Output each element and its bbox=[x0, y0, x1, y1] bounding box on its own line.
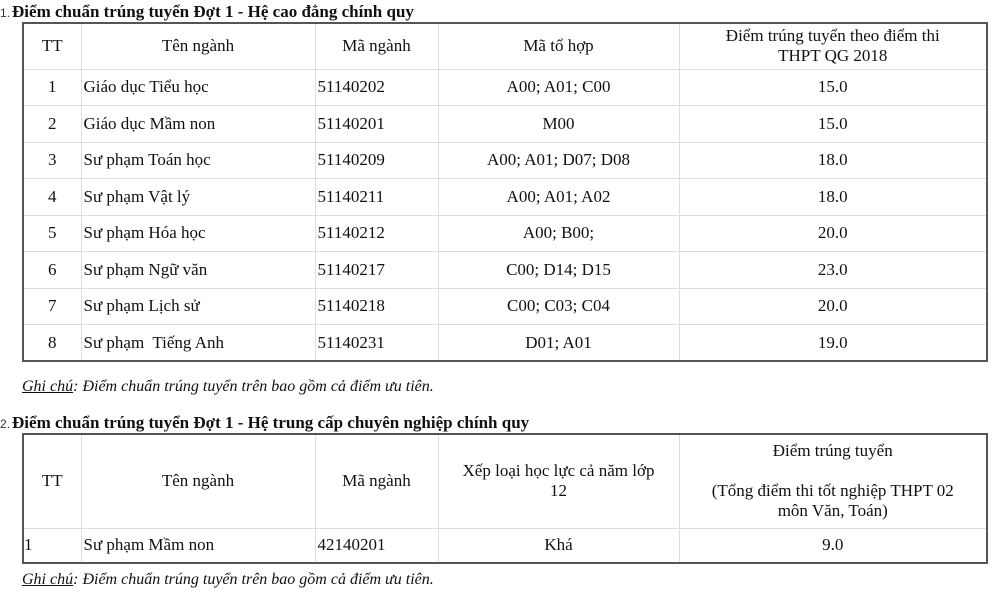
header-grade-line-2: 12 bbox=[550, 481, 567, 501]
cell-score: 19.0 bbox=[679, 325, 987, 362]
cell-code: 51140201 bbox=[315, 106, 438, 143]
cell-combo: A00; A01; D07; D08 bbox=[438, 142, 679, 179]
cell-score: 23.0 bbox=[679, 252, 987, 289]
header-tt: TT bbox=[23, 434, 81, 528]
cell-combo: A00; A01; C00 bbox=[438, 69, 679, 106]
cell-combo: D01; A01 bbox=[438, 325, 679, 362]
cell-name: Giáo dục Tiểu học bbox=[81, 69, 315, 106]
cell-combo: C00; C03; C04 bbox=[438, 288, 679, 325]
cell-code: 42140201 bbox=[315, 528, 438, 563]
table-row bbox=[23, 142, 987, 179]
table-row bbox=[23, 528, 987, 563]
header-grade bbox=[438, 434, 679, 528]
header-grade-line-1: Xếp loại học lực cả năm lớp bbox=[462, 461, 655, 481]
vocational-score-table bbox=[22, 433, 988, 564]
section-1-note bbox=[22, 377, 434, 397]
section-2-title bbox=[0, 413, 529, 434]
header-tt: TT bbox=[23, 23, 81, 69]
cell-combo: A00; B00; bbox=[438, 215, 679, 252]
cell-name: Sư phạm Ngữ văn bbox=[81, 252, 315, 289]
table-row bbox=[23, 69, 987, 106]
section-2-note bbox=[22, 570, 434, 590]
cell-name: Sư phạm Lịch sử bbox=[81, 288, 315, 325]
cell-name: Sư phạm Vật lý bbox=[81, 179, 315, 216]
college-score-table bbox=[22, 22, 988, 362]
cell-tt: 5 bbox=[23, 215, 81, 252]
cell-combo: M00 bbox=[438, 106, 679, 143]
section-2-title-text: Điểm chuẩn trúng tuyển Đợt 1 - Hệ trung cấp chuyên nghiệp chính quy bbox=[12, 413, 530, 432]
note-label: Ghi chú bbox=[22, 571, 74, 588]
cell-name: Sư phạm Hóa học bbox=[81, 215, 315, 252]
cell-score: 20.0 bbox=[679, 215, 987, 252]
header-score-line-2: (Tổng điểm thi tốt nghiệp THPT 02 bbox=[711, 481, 954, 501]
section-2-number: 2 . bbox=[0, 417, 10, 431]
header-code: Mã ngành bbox=[315, 434, 438, 528]
cell-name: Sư phạm Tiếng Anh bbox=[81, 325, 315, 362]
note-text: : Điểm chuẩn trúng tuyển trên bao gồm cả điểm ưu tiên. bbox=[73, 378, 434, 395]
header-score bbox=[679, 23, 987, 69]
cell-combo: C00; D14; D15 bbox=[438, 252, 679, 289]
table-row bbox=[23, 179, 987, 216]
header-combo: Mã tổ hợp bbox=[438, 23, 679, 69]
cell-tt: 8 bbox=[23, 325, 81, 362]
cell-tt: 2 bbox=[23, 106, 81, 143]
header-code: Mã ngành bbox=[315, 23, 438, 69]
cell-code: 51140211 bbox=[315, 179, 438, 216]
header-name: Tên ngành bbox=[81, 434, 315, 528]
cell-combo: A00; A01; A02 bbox=[438, 179, 679, 216]
cell-score: 20.0 bbox=[679, 288, 987, 325]
table-row bbox=[23, 106, 987, 143]
header-score-line-3: môn Văn, Toán) bbox=[777, 501, 888, 521]
note-label: Ghi chú bbox=[22, 378, 74, 395]
section-1-title bbox=[0, 2, 414, 23]
cell-name: Sư phạm Toán học bbox=[81, 142, 315, 179]
cell-score: 18.0 bbox=[679, 142, 987, 179]
cell-tt: 6 bbox=[23, 252, 81, 289]
table-row bbox=[23, 252, 987, 289]
note-text: : Điểm chuẩn trúng tuyển trên bao gồm cả điểm ưu tiên. bbox=[73, 571, 434, 588]
header-score-line-1: Điểm trúng tuyển bbox=[772, 441, 893, 461]
cell-code: 51140231 bbox=[315, 325, 438, 362]
cell-code: 51140212 bbox=[315, 215, 438, 252]
cell-score: 15.0 bbox=[679, 106, 987, 143]
cell-score: 15.0 bbox=[679, 69, 987, 106]
cell-score: 18.0 bbox=[679, 179, 987, 216]
cell-code: 51140217 bbox=[315, 252, 438, 289]
cell-code: 51140209 bbox=[315, 142, 438, 179]
cell-grade: Khá bbox=[438, 528, 679, 563]
table-row bbox=[23, 288, 987, 325]
cell-tt: 1 bbox=[23, 69, 81, 106]
header-score-line-1: Điểm trúng tuyển theo điểm thi bbox=[725, 26, 940, 46]
table-row bbox=[23, 325, 987, 362]
table-header-row bbox=[23, 23, 987, 69]
cell-code: 51140202 bbox=[315, 69, 438, 106]
header-score bbox=[679, 434, 987, 528]
header-name: Tên ngành bbox=[81, 23, 315, 69]
cell-name: Sư phạm Mầm non bbox=[81, 528, 315, 563]
cell-tt: 3 bbox=[23, 142, 81, 179]
table-header-row bbox=[23, 434, 987, 528]
header-score-line-2: THPT QG 2018 bbox=[778, 46, 888, 66]
cell-name: Giáo dục Mầm non bbox=[81, 106, 315, 143]
cell-tt: 4 bbox=[23, 179, 81, 216]
table-row bbox=[23, 215, 987, 252]
section-1-number: 1 . bbox=[0, 6, 10, 20]
cell-tt: 7 bbox=[23, 288, 81, 325]
cell-code: 51140218 bbox=[315, 288, 438, 325]
cell-tt: 1 bbox=[23, 528, 81, 563]
cell-score: 9.0 bbox=[679, 528, 987, 563]
section-1-title-text: Điểm chuẩn trúng tuyển Đợt 1 - Hệ cao đẳng chính quy bbox=[12, 2, 414, 21]
